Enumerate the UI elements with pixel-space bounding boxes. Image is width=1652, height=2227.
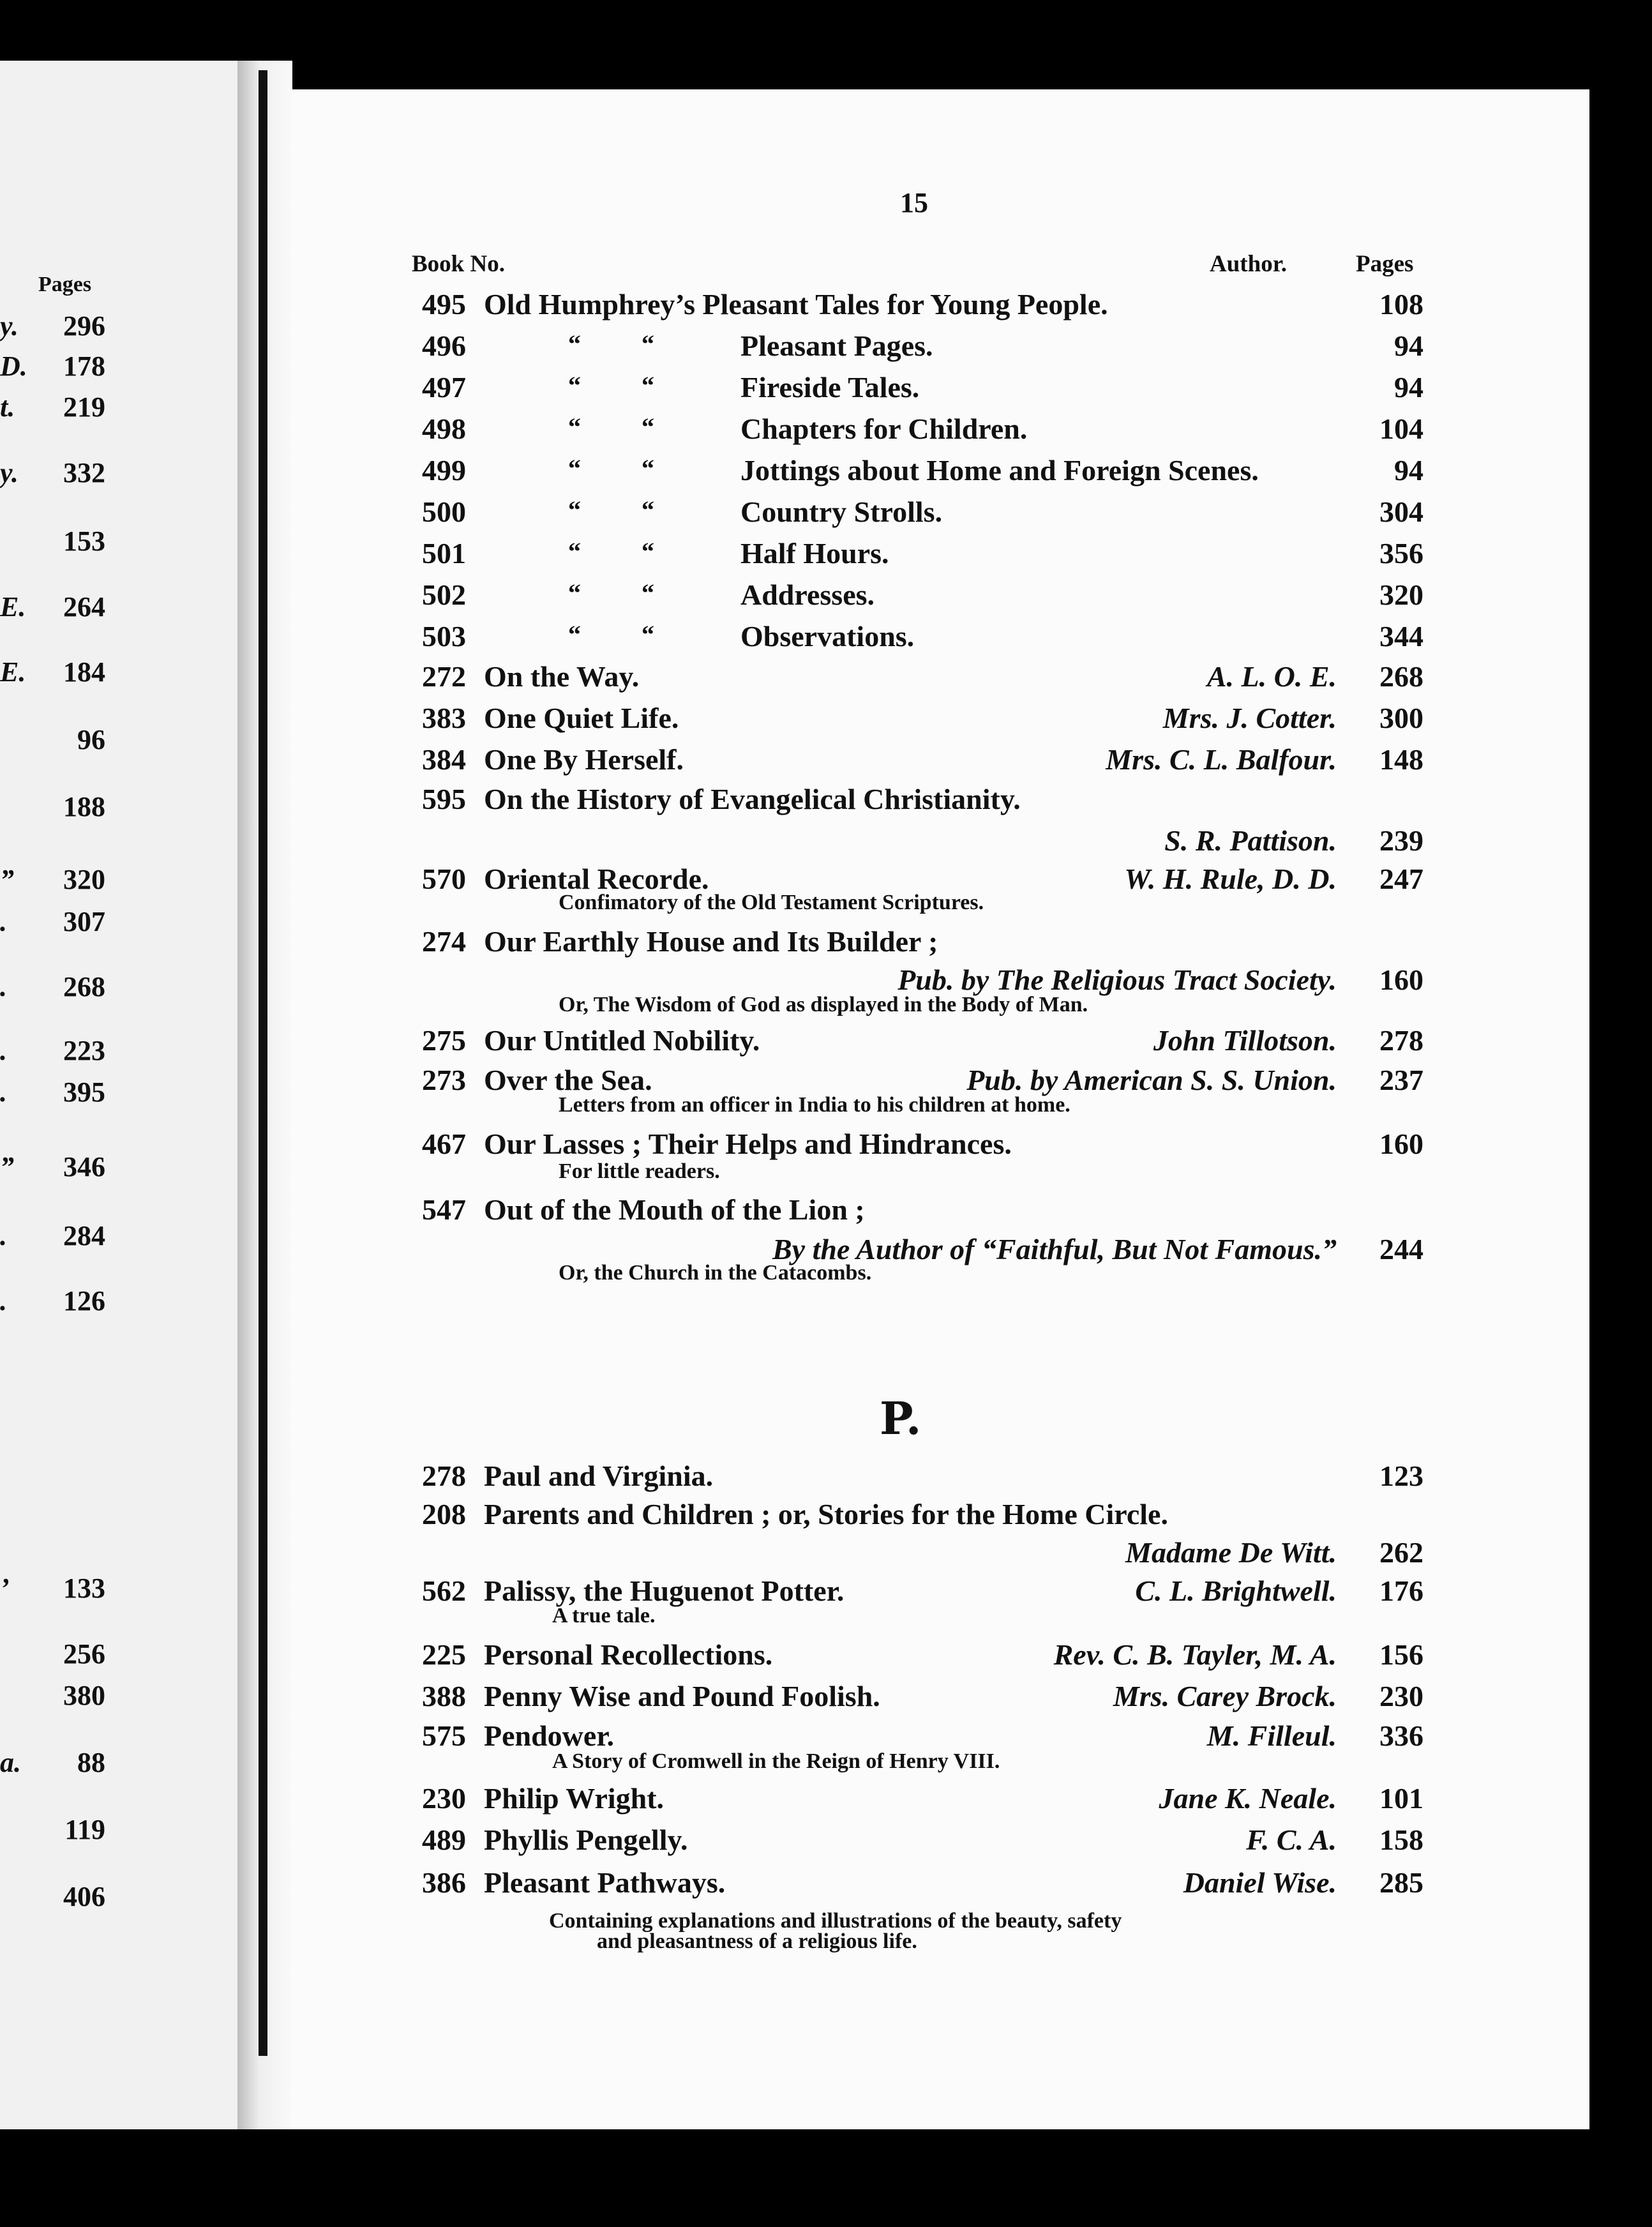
previous-page-pages: 256 xyxy=(63,1638,105,1670)
book-title: One Quiet Life. xyxy=(484,702,679,734)
book-title: Half Hours. xyxy=(740,537,889,570)
page-count: 176 xyxy=(1379,1574,1423,1607)
previous-page-pages: 119 xyxy=(64,1814,105,1845)
book-number: 498 xyxy=(422,412,466,445)
book-number: 383 xyxy=(422,702,466,734)
catalogue-entry xyxy=(0,619,1652,660)
page-count: 108 xyxy=(1379,288,1423,321)
ditto-mark: “ xyxy=(568,495,581,524)
page-count: 101 xyxy=(1379,1782,1423,1815)
book-number: 272 xyxy=(422,660,466,693)
book-number: 497 xyxy=(422,371,466,404)
ditto-mark: “ xyxy=(568,371,581,400)
book-title: Observations. xyxy=(740,620,915,653)
catalogue-entry xyxy=(0,329,1652,370)
book-title: Paul and Virginia. xyxy=(484,1460,714,1492)
entry-subtitle: Containing explanations and illustrations of the beauty, safety xyxy=(549,1909,1122,1933)
book-number: 274 xyxy=(422,925,466,958)
catalogue-entry xyxy=(0,1497,1652,1538)
previous-page-pages: 406 xyxy=(63,1881,105,1912)
previous-page-pages: 284 xyxy=(63,1220,105,1251)
book-number: 278 xyxy=(422,1460,466,1492)
previous-page-pages: 268 xyxy=(63,971,105,1002)
previous-page-fragment: ’ xyxy=(0,1573,10,1604)
book-title: Addresses. xyxy=(740,578,875,611)
previous-page-pages: 380 xyxy=(63,1680,105,1711)
previous-page-pages: 188 xyxy=(63,791,105,822)
book-title: Chapters for Children. xyxy=(740,412,1028,445)
entry-subtitle: Or, The Wisdom of God as displayed in the Body of Man. xyxy=(559,993,1088,1016)
previous-page-pages: 395 xyxy=(63,1076,105,1108)
page-count: 104 xyxy=(1379,412,1423,445)
catalogue-entry xyxy=(0,1023,1652,1064)
catalogue-entry xyxy=(0,1781,1652,1822)
book-number: 499 xyxy=(422,454,466,487)
previous-page-fragment: y. xyxy=(0,457,19,488)
ditto-mark: “ xyxy=(642,578,654,607)
book-title: Pleasant Pathways. xyxy=(484,1866,726,1899)
catalogue-entry xyxy=(0,1536,1652,1576)
previous-page-fragment: a. xyxy=(0,1747,21,1778)
book-number: 388 xyxy=(422,1680,466,1712)
page-count: 94 xyxy=(1394,454,1423,487)
book-number: 500 xyxy=(422,495,466,528)
page-count: 320 xyxy=(1379,578,1423,611)
book-number: 386 xyxy=(422,1866,466,1899)
book-author: W. H. Rule, D. D. xyxy=(1124,863,1337,895)
book-number: 502 xyxy=(422,578,466,611)
book-title: Pleasant Pages. xyxy=(740,329,933,362)
catalogue-entry xyxy=(0,925,1652,965)
page-count: 247 xyxy=(1379,863,1423,895)
book-number: 503 xyxy=(422,620,466,653)
previous-page-pages: 88 xyxy=(77,1747,105,1778)
entry-subtitle-line xyxy=(0,1929,1652,1970)
book-author: A. L. O. E. xyxy=(1206,660,1337,693)
book-number: 570 xyxy=(422,863,466,895)
catalogue-entry xyxy=(0,412,1652,453)
book-author: By the Author of “Faithful, But Not Famous.” xyxy=(772,1233,1337,1265)
ditto-mark: “ xyxy=(642,495,654,524)
page-count: 244 xyxy=(1379,1233,1423,1265)
book-title: Our Lasses ; Their Helps and Hindrances. xyxy=(484,1128,1012,1160)
book-author: Mrs. J. Cotter. xyxy=(1162,702,1337,734)
previous-page-pages: 133 xyxy=(63,1573,105,1604)
entry-subtitle: Or, the Church in the Catacombs. xyxy=(559,1261,872,1285)
ditto-mark: “ xyxy=(568,454,581,483)
book-number: 208 xyxy=(422,1498,466,1530)
book-number: 273 xyxy=(422,1064,466,1096)
ditto-mark: “ xyxy=(642,620,654,649)
page-count: 239 xyxy=(1379,824,1423,857)
previous-page-fragment: . xyxy=(0,1035,7,1066)
book-title: Oriental Recorde. xyxy=(484,863,709,895)
previous-page-pages: 223 xyxy=(63,1035,105,1066)
header-pages: Pages xyxy=(1356,251,1414,277)
catalogue-entry xyxy=(0,782,1652,823)
previous-page-pages: 307 xyxy=(63,906,105,937)
previous-page-fragment: ” xyxy=(0,1151,14,1182)
catalogue-entry xyxy=(0,495,1652,536)
page-count: 94 xyxy=(1394,329,1423,362)
book-author: Rev. C. B. Tayler, M. A. xyxy=(1053,1638,1337,1671)
book-author: Jane K. Neale. xyxy=(1159,1782,1337,1815)
previous-page-pages: 332 xyxy=(63,457,105,488)
book-title: Pendower. xyxy=(484,1719,615,1752)
entry-subtitle: and pleasantness of a religious life. xyxy=(597,1929,917,1953)
book-author: Mrs. C. L. Balfour. xyxy=(1106,743,1337,776)
previous-page-fragment: . xyxy=(0,971,7,1002)
ditto-mark: “ xyxy=(642,329,654,358)
book-title: Over the Sea. xyxy=(484,1064,652,1096)
page-count: 262 xyxy=(1379,1536,1423,1569)
catalogue-entry xyxy=(0,578,1652,619)
book-number: 595 xyxy=(422,783,466,815)
book-title: Out of the Mouth of the Lion ; xyxy=(484,1193,865,1226)
catalogue-entry xyxy=(0,453,1652,494)
catalogue-entry xyxy=(0,1459,1652,1500)
previous-page-pages: 184 xyxy=(63,656,105,688)
previous-page-fragment: . xyxy=(0,1220,7,1251)
page-count: 94 xyxy=(1394,371,1423,404)
catalogue-entry xyxy=(0,1679,1652,1720)
previous-page-fragment: . xyxy=(0,1076,7,1108)
book-title: Fireside Tales. xyxy=(740,371,920,404)
previous-page-pages: 320 xyxy=(63,864,105,895)
previous-page-fragment: . xyxy=(0,1285,7,1317)
book-number: 489 xyxy=(422,1823,466,1856)
previous-page-fragment: E. xyxy=(0,591,26,623)
page-count: 160 xyxy=(1379,963,1423,996)
book-title: Penny Wise and Pound Foolish. xyxy=(484,1680,880,1712)
book-number: 384 xyxy=(422,743,466,776)
catalogue-entry xyxy=(0,743,1652,783)
book-author: Mrs. Carey Brock. xyxy=(1113,1680,1337,1712)
page-count: 156 xyxy=(1379,1638,1423,1671)
ditto-mark: “ xyxy=(568,537,581,566)
ditto-mark: “ xyxy=(568,578,581,607)
book-number: 562 xyxy=(422,1574,466,1607)
previous-page-fragment: . xyxy=(0,906,7,937)
page-count: 237 xyxy=(1379,1064,1423,1096)
book-title: Personal Recollections. xyxy=(484,1638,773,1671)
catalogue-entry xyxy=(0,1193,1652,1234)
ditto-mark: “ xyxy=(642,412,654,441)
book-author: S. R. Pattison. xyxy=(1164,824,1337,857)
ditto-mark: “ xyxy=(642,537,654,566)
page-count: 344 xyxy=(1379,620,1423,653)
book-title: Jottings about Home and Foreign Scenes. xyxy=(740,454,1259,487)
entry-subtitle-line xyxy=(0,1261,1652,1302)
section-letter: P. xyxy=(880,1392,922,1445)
page-count: 268 xyxy=(1379,660,1423,693)
catalogue-entry xyxy=(0,1866,1652,1906)
book-number: 467 xyxy=(422,1128,466,1160)
book-number: 547 xyxy=(422,1193,466,1226)
entry-subtitle: Confimatory of the Old Testament Scriptures. xyxy=(559,891,984,914)
ditto-mark: “ xyxy=(568,412,581,441)
page-count: 336 xyxy=(1379,1719,1423,1752)
header-author: Author. xyxy=(1210,251,1287,277)
book-number: 225 xyxy=(422,1638,466,1671)
book-number: 495 xyxy=(422,288,466,321)
book-number: 575 xyxy=(422,1719,466,1752)
book-author: Pub. by The Religious Tract Society. xyxy=(897,963,1337,996)
entry-subtitle: For little readers. xyxy=(559,1159,720,1183)
previous-page-pages: 296 xyxy=(63,310,105,342)
header-book-no: Book No. xyxy=(412,251,505,277)
catalogue-entry xyxy=(0,370,1652,411)
previous-page-pages-header: Pages xyxy=(38,273,92,296)
previous-page-fragment: y. xyxy=(0,310,19,342)
catalogue-entry xyxy=(0,1638,1652,1679)
book-author: John Tillotson. xyxy=(1153,1024,1337,1057)
previous-page-fragment: ” xyxy=(0,864,14,895)
book-title: Our Untitled Nobility. xyxy=(484,1024,760,1057)
previous-page-pages: 126 xyxy=(63,1285,105,1317)
entry-subtitle: Letters from an officer in India to his children at home. xyxy=(559,1093,1070,1117)
book-author: Daniel Wise. xyxy=(1183,1866,1337,1899)
book-author: C. L. Brightwell. xyxy=(1135,1574,1337,1607)
book-title: Philip Wright. xyxy=(484,1782,665,1815)
previous-page-pages: 346 xyxy=(63,1151,105,1182)
page-count: 230 xyxy=(1379,1680,1423,1712)
book-title: On the History of Evangelical Christianity. xyxy=(484,783,1021,815)
book-author: Pub. by American S. S. Union. xyxy=(966,1064,1337,1096)
previous-page-fragment: D. xyxy=(0,351,27,382)
book-title: One By Herself. xyxy=(484,743,684,776)
page-count: 160 xyxy=(1379,1128,1423,1160)
page-count: 123 xyxy=(1379,1460,1423,1492)
page-count: 304 xyxy=(1379,495,1423,528)
book-title: Our Earthly House and Its Builder ; xyxy=(484,925,938,958)
catalogue-entry xyxy=(0,1823,1652,1864)
page-count: 356 xyxy=(1379,537,1423,570)
entry-subtitle: A true tale. xyxy=(552,1604,656,1627)
ditto-mark: “ xyxy=(642,371,654,400)
book-title: Parents and Children ; or, Stories for the Home Circle. xyxy=(484,1498,1168,1530)
catalogue-entry xyxy=(0,660,1652,700)
catalogue-entry xyxy=(0,824,1652,864)
book-number: 496 xyxy=(422,329,466,362)
book-author: F. C. A. xyxy=(1246,1823,1337,1856)
previous-page-pages: 219 xyxy=(63,391,105,423)
page-count: 300 xyxy=(1379,702,1423,734)
previous-page-pages: 96 xyxy=(77,724,105,755)
book-author: Madame De Witt. xyxy=(1125,1536,1337,1569)
book-title: Palissy, the Huguenot Potter. xyxy=(484,1574,845,1607)
page-count: 158 xyxy=(1379,1823,1423,1856)
page-count: 148 xyxy=(1379,743,1423,776)
book-author: M. Filleul. xyxy=(1206,1719,1337,1752)
page-number: 15 xyxy=(900,187,928,218)
catalogue-entry xyxy=(0,536,1652,577)
book-title: On the Way. xyxy=(484,660,640,693)
book-title: Old Humphrey’s Pleasant Tales for Young People. xyxy=(484,288,1108,321)
ditto-mark: “ xyxy=(642,454,654,483)
previous-page-pages: 264 xyxy=(63,591,105,623)
book-number: 275 xyxy=(422,1024,466,1057)
page-count: 285 xyxy=(1379,1866,1423,1899)
catalogue-entry xyxy=(0,287,1652,328)
book-title: Phyllis Pengelly. xyxy=(484,1823,688,1856)
book-number: 230 xyxy=(422,1782,466,1815)
page-count: 278 xyxy=(1379,1024,1423,1057)
catalogue-entry xyxy=(0,701,1652,742)
ditto-mark: “ xyxy=(568,620,581,649)
previous-page-fragment: E. xyxy=(0,656,26,688)
ditto-mark: “ xyxy=(568,329,581,358)
previous-page-pages: 153 xyxy=(63,525,105,557)
previous-page-pages: 178 xyxy=(63,351,105,382)
previous-page-fragment: t. xyxy=(0,391,15,423)
book-number: 501 xyxy=(422,537,466,570)
book-title: Country Strolls. xyxy=(740,495,943,528)
entry-subtitle: A Story of Cromwell in the Reign of Henry VIII. xyxy=(552,1749,1000,1773)
